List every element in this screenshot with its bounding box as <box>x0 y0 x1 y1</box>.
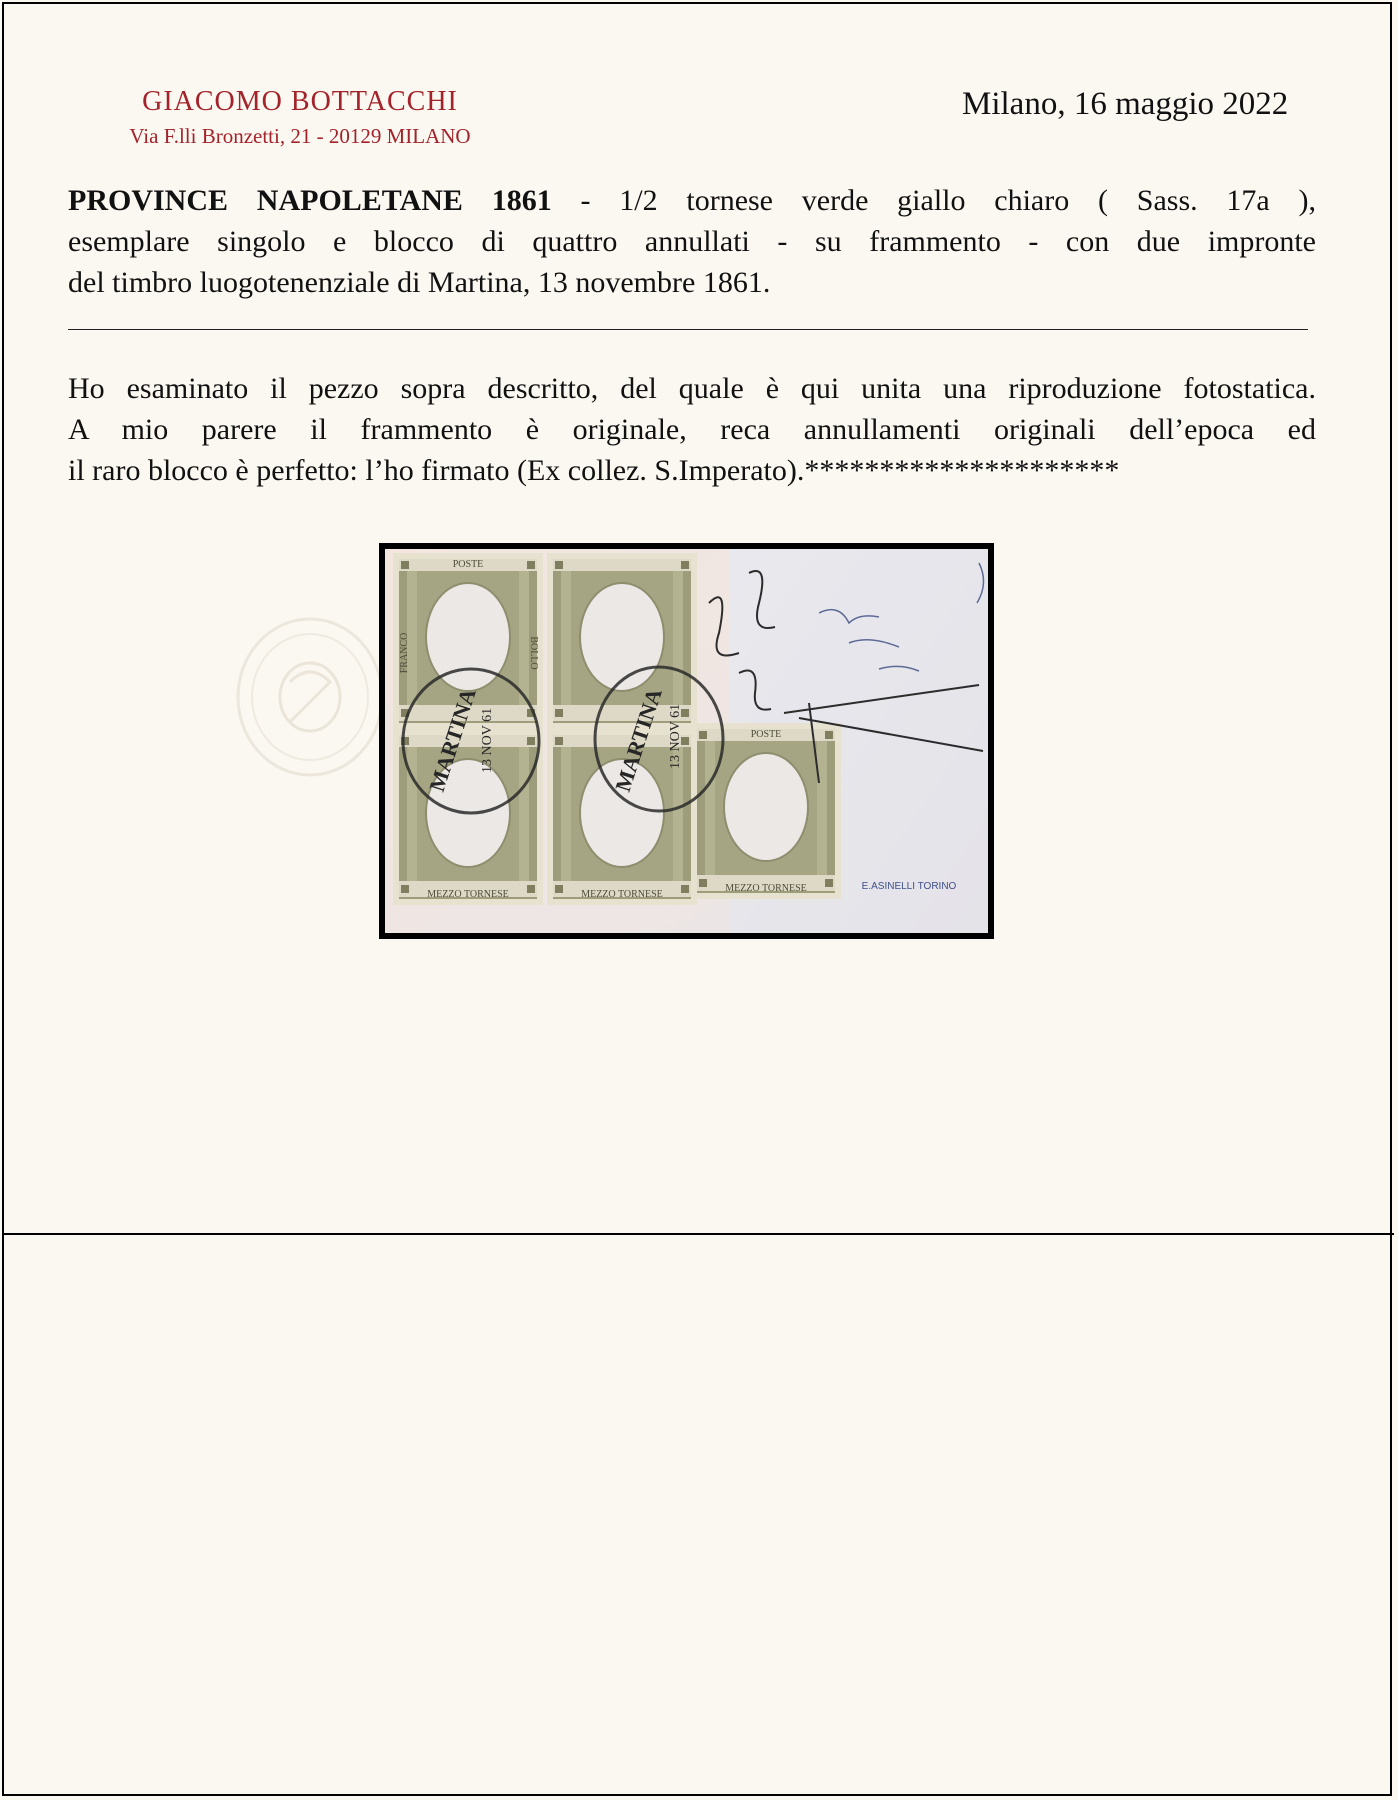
postmark-town-1: MARTINA <box>423 685 481 795</box>
stamp-photo <box>379 543 994 939</box>
embossed-seal-icon <box>230 612 390 782</box>
stamp-single <box>691 723 841 899</box>
stamp-label-bottom: MEZZO TORNESE <box>427 889 509 900</box>
separator-rule <box>68 329 1308 330</box>
stamp-label-bottom-3: MEZZO TORNESE <box>725 883 807 894</box>
description-title: PROVINCE NAPOLETANE 1861 <box>68 184 552 217</box>
postmark-date-1: 13 NOV 61 <box>480 707 495 773</box>
description-line-3: del timbro luogotenenziale di Martina, 13 novembre 1861. <box>68 266 771 299</box>
expert-name: GIACOMO BOTTACCHI <box>142 86 458 117</box>
expert-address: Via F.lli Bronzetti, 21 - 20129 MILANO <box>129 124 471 148</box>
postmark-date-2: 13 NOV 61 <box>668 703 683 769</box>
opinion-line-2: A mio parere il frammento è originale, reca annullamenti originali dell’epoca ed <box>68 413 1316 446</box>
description-line-2: esemplare singolo e blocco di quattro annullati - su frammento - con due impronte <box>68 225 1316 258</box>
opinion-line-1: Ho esaminato il pezzo sopra descritto, del quale è qui unita una riproduzione fotostatica. <box>68 372 1316 405</box>
postmark-town-2: MARTINA <box>609 685 667 795</box>
stamp-label-right: BOLLO <box>528 636 539 670</box>
expert-opinion <box>68 368 1316 491</box>
expert-mark: E.ASINELLI TORINO <box>861 881 957 892</box>
stamp-fragment-image <box>379 543 994 939</box>
fold-line <box>4 1233 1394 1235</box>
stamp-bottom-left <box>393 729 543 905</box>
certificate-date: Milano, 16 maggio 2022 <box>962 86 1289 122</box>
stamp-top-right <box>547 553 697 729</box>
stamp-label-bottom-2: MEZZO TORNESE <box>581 889 663 900</box>
stamp-label-top: POSTE <box>452 559 484 570</box>
stamp-label-left: FRANCO <box>399 632 410 674</box>
opinion-line-3: il raro blocco è perfetto: l’ho firmato (Ex collez. S.Imperato).********************* <box>68 454 1120 487</box>
stamp-label-top-3: POSTE <box>750 729 782 740</box>
item-description <box>68 180 1316 303</box>
description-line-1: PROVINCE NAPOLETANE 1861 - 1/2 tornese verde giallo chiaro ( Sass. 17a ), <box>68 184 1317 217</box>
